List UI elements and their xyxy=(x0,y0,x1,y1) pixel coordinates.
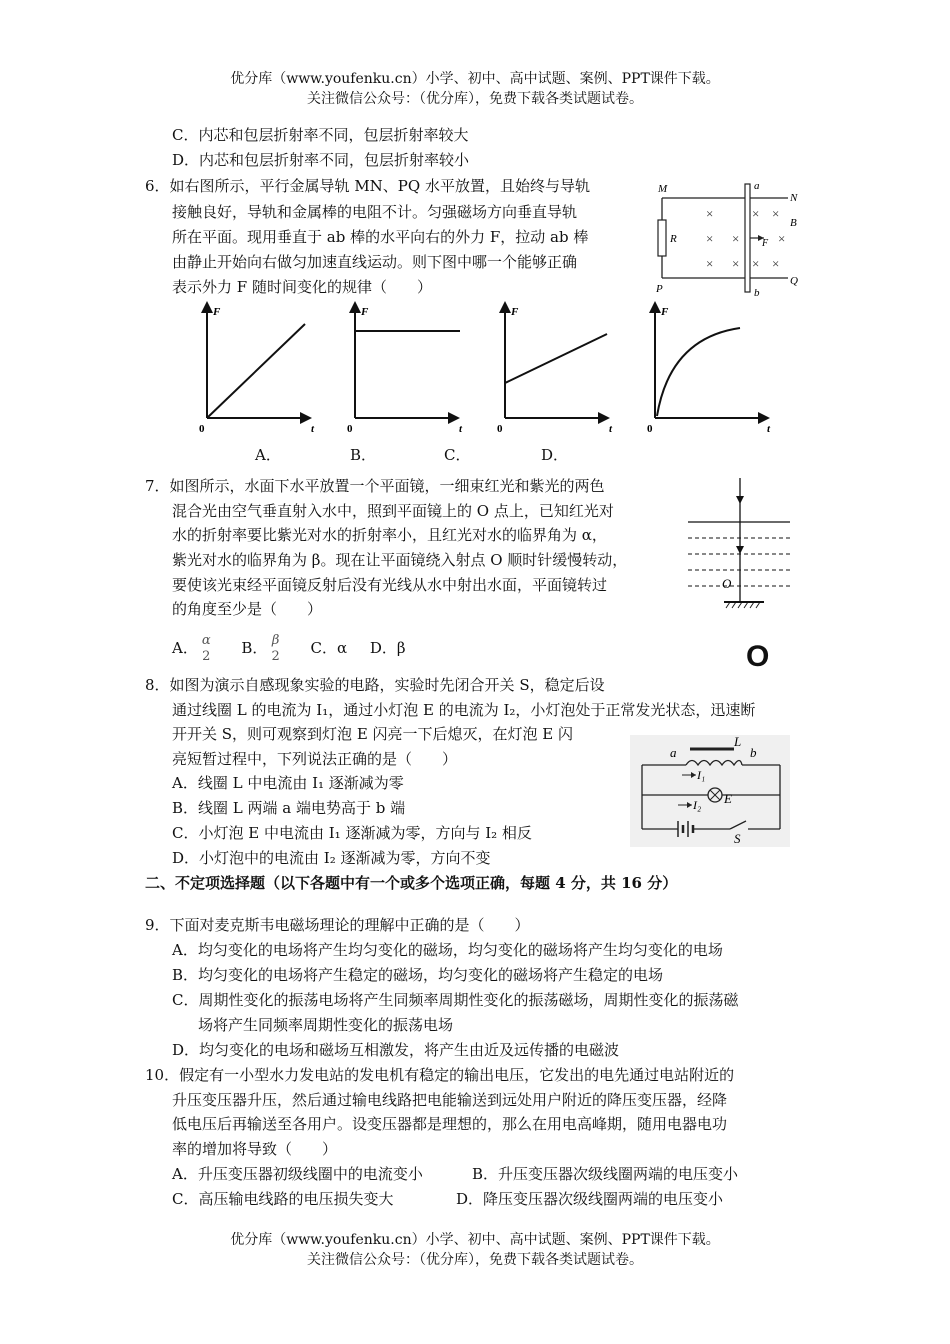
q9-option-c-line-1: C．周期性变化的振荡电场将产生同频率周期性变化的振荡磁场，周期性变化的振荡磁 xyxy=(172,991,739,1009)
q10-option-d: D．降压变压器次级线圈两端的电压变小 xyxy=(456,1190,724,1208)
q7-stem-line-6: 的角度至少是（ ） xyxy=(172,600,323,618)
graph-d xyxy=(647,303,771,435)
section-2-title: 二、不定项选择题（以下各题中有一个或多个选项正确，每题 4 分，共 16 分） xyxy=(145,874,678,892)
q6-stem-line-3: 所在平面。现用垂直于 ab 棒的水平向右的外力 F，拉动 ab 棒 xyxy=(172,228,589,246)
q6-rail-figure xyxy=(648,180,808,300)
svg-text:t: t xyxy=(459,423,463,435)
q10-stem-line-4: 率的增加将导致（ ） xyxy=(172,1140,338,1158)
q7-option-d: D．β xyxy=(369,639,406,657)
label-b: b xyxy=(754,287,760,299)
label-R: R xyxy=(670,233,677,245)
svg-text:×: × xyxy=(778,231,786,246)
svg-text:F: F xyxy=(361,306,369,318)
svg-text:×: × xyxy=(772,206,780,221)
svg-text:0: 0 xyxy=(497,423,503,435)
q8-stem-line-1: 8．如图为演示自感现象实验的电路，实验时先闭合开关 S，稳定后设 xyxy=(145,676,605,694)
graph-a xyxy=(199,303,315,435)
q7-stem-line-4: 紫光对水的临界角为 β。现在让平面镜绕入射点 O 顺时针缓慢转动， xyxy=(172,551,628,569)
graph-b xyxy=(347,303,463,435)
q7-stem-line-2: 混合光由空气垂直射入水中，照到平面镜上的 O 点上，已知红光对 xyxy=(172,502,614,520)
q10-option-c: C．高压输电线路的电压损失变大 xyxy=(172,1190,394,1208)
svg-text:F: F xyxy=(511,306,519,318)
q10-option-a: A．升压变压器初级线圈中的电流变小 xyxy=(172,1165,423,1183)
q5-option-c: C．内芯和包层折射率不同，包层折射率较大 xyxy=(172,126,469,144)
label-Q: Q xyxy=(790,275,798,287)
q7-option-b-label: B． xyxy=(241,639,268,657)
q6-stem-line-4: 由静止开始向右做匀加速直线运动。则下图中哪一个能够正确 xyxy=(172,253,578,271)
q8-option-b: B．线圈 L 两端 a 端电势高于 b 端 xyxy=(172,799,406,817)
svg-text:I₂: I₂ xyxy=(693,798,702,812)
label-a: a xyxy=(754,180,760,192)
svg-text:×: × xyxy=(732,231,740,246)
q9-stem: 9．下面对麦克斯韦电磁场理论的理解中正确的是（ ） xyxy=(145,916,530,934)
svg-text:F: F xyxy=(213,306,221,318)
svg-text:×: × xyxy=(772,256,780,271)
svg-text:t: t xyxy=(609,423,613,435)
q7-option-a-fraction: α 2 xyxy=(201,633,211,664)
svg-text:×: × xyxy=(752,206,760,221)
q7-stem-line-3: 水的折射率要比紫光对水的折射率小，且红光对水的临界角为 α， xyxy=(172,526,607,544)
metal-rod xyxy=(745,184,750,292)
q5-option-d: D．内芯和包层折射率不同，包层折射率较小 xyxy=(172,151,470,169)
q8-option-a: A．线圈 L 中电流由 I₁ 逐渐减为零 xyxy=(172,774,404,792)
header-line-2: 关注微信公众号：（优分库），免费下载各类试题试卷。 xyxy=(307,91,643,107)
svg-text:×: × xyxy=(732,256,740,271)
svg-text:b: b xyxy=(750,745,757,760)
label-B: B xyxy=(790,217,797,229)
q9-option-b: B．均匀变化的电场将产生稳定的磁场，均匀变化的磁场将产生稳定的电场 xyxy=(172,966,664,984)
q6-stem-line-1: 6．如右图所示，平行金属导轨 MN、PQ 水平放置，且始终与导轨 xyxy=(145,177,590,195)
svg-text:F: F xyxy=(661,306,669,318)
q7-options xyxy=(172,630,406,666)
svg-text:×: × xyxy=(752,256,760,271)
q7-option-b-fraction: β 2 xyxy=(271,633,280,664)
svg-text:0: 0 xyxy=(199,423,205,435)
label-F: F xyxy=(762,238,769,249)
svg-text:0: 0 xyxy=(347,423,353,435)
svg-text:I₁: I₁ xyxy=(697,768,706,782)
graph-label-a: A． xyxy=(255,446,281,464)
footer-line-1: 优分库（www.youfenku.cn）小学、初中、高中试题、案例、PPT课件下载。 xyxy=(230,1232,720,1248)
resistor xyxy=(658,220,666,256)
q8-circuit-figure xyxy=(630,735,790,847)
q8-stem-line-4: 亮短暂过程中，下列说法正确的是（ ） xyxy=(172,750,458,768)
svg-text:0: 0 xyxy=(647,423,653,435)
svg-text:S: S xyxy=(734,831,741,846)
graph-label-d: D． xyxy=(541,446,569,464)
svg-text:E: E xyxy=(724,791,732,806)
graph-label-b: B． xyxy=(350,446,377,464)
q9-option-d: D．均匀变化的电场和磁场互相激发，将产生由近及远传播的电磁波 xyxy=(172,1041,620,1059)
svg-text:a: a xyxy=(670,745,677,760)
q7-option-c: C．α xyxy=(310,639,348,657)
q6-stem-line-5: 表示外力 F 随时间变化的规律（ ） xyxy=(172,278,432,296)
large-O-mark: O xyxy=(746,640,770,673)
q6-stem-line-2: 接触良好，导轨和金属棒的电阻不计。匀强磁场方向垂直导轨 xyxy=(172,203,578,221)
q7-water-mirror-figure xyxy=(684,474,794,614)
svg-text:×: × xyxy=(706,206,714,221)
header-line-1: 优分库（www.youfenku.cn）小学、初中、高中试题、案例、PPT课件下载。 xyxy=(230,71,720,87)
label-P: P xyxy=(656,283,663,295)
point-O-label: O xyxy=(722,576,732,591)
q6-graphs xyxy=(185,298,785,438)
svg-text:t: t xyxy=(311,423,315,435)
footer-line-2: 关注微信公众号：（优分库），免费下载各类试题试卷。 xyxy=(307,1252,643,1268)
q7-stem-line-5: 要使该光束经平面镜反射后没有光线从水中射出水面，平面镜转过 xyxy=(172,576,608,594)
q8-stem-line-3: 开开关 S，则可观察到灯泡 E 闪亮一下后熄灭，在灯泡 E 闪 xyxy=(172,725,574,743)
graph-label-c: C． xyxy=(444,446,471,464)
graph-c xyxy=(497,303,613,435)
q10-stem-line-3: 低电压后再输送至各用户。设变压器都是理想的，那么在用电高峰期，随用电器电功 xyxy=(172,1115,728,1133)
q10-stem-line-2: 升压变压器升压，然后通过输电线路把电能输送到远处用户附近的降压变压器，经降 xyxy=(172,1091,728,1109)
q8-option-d: D．小灯泡中的电流由 I₂ 逐渐减为零，方向不变 xyxy=(172,849,491,867)
q10-stem-line-1: 10．假定有一小型水力发电站的发电机有稳定的输出电压，它发出的电先通过电站附近的 xyxy=(145,1066,735,1084)
svg-text:t: t xyxy=(767,423,771,435)
q10-option-b: B．升压变压器次级线圈两端的电压变小 xyxy=(472,1165,739,1183)
q7-option-a-label: A． xyxy=(172,639,198,657)
q8-option-c: C．小灯泡 E 中电流由 I₁ 逐渐减为零，方向与 I₂ 相反 xyxy=(172,824,532,842)
svg-text:L: L xyxy=(734,735,742,749)
q9-option-a: A．均匀变化的电场将产生均匀变化的磁场，均匀变化的磁场将产生均匀变化的电场 xyxy=(172,941,723,959)
q7-stem-line-1: 7．如图所示，水面下水平放置一个平面镜，一细束红光和紫光的两色 xyxy=(145,477,605,495)
label-M: M xyxy=(658,183,668,195)
label-N: N xyxy=(790,192,798,204)
svg-text:×: × xyxy=(706,256,714,271)
q8-stem-line-2: 通过线圈 L 的电流为 I₁，通过小灯泡 E 的电流为 I₂，小灯泡处于正常发光状态，迅速断 xyxy=(172,701,756,719)
q9-option-c-line-2: 场将产生同频率周期性变化的振荡电场 xyxy=(198,1016,454,1034)
svg-text:×: × xyxy=(706,231,714,246)
